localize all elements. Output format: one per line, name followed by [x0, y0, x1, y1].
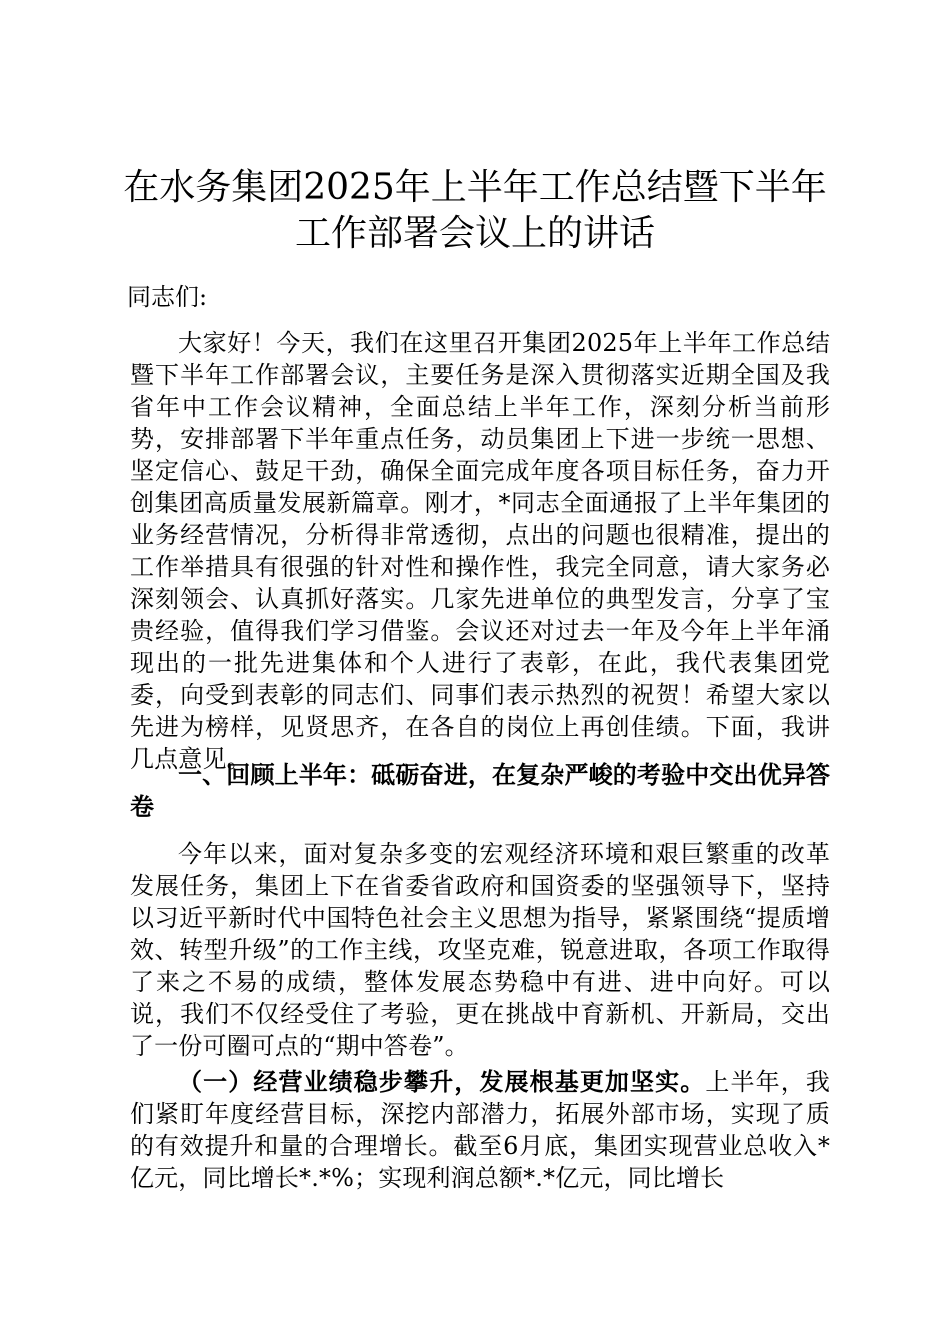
document-title-line-1: 在水务集团2025年上半年工作总结暨下半年 [123, 167, 827, 208]
greeting: 同志们: [127, 283, 208, 311]
paragraph-lead: （一）经营业绩稳步攀升，发展根基更加坚实。 [178, 1067, 706, 1096]
section-heading-1: 一、回顾上半年：砥砺奋进，在复杂严峻的考验中交出优异答卷 [130, 760, 830, 821]
paragraph-performance [130, 1066, 830, 1194]
paragraph-review: 今年以来，面对复杂多变的宏观经济环境和艰巨繁重的改革发展任务，集团上下在省委省政府和国资委的坚强领导下，坚持以习近平新时代中国特色社会主义思想为指导，紧紧围绕“提质增效、转型升级”的工作主线，攻坚克难，锐意进取，各项工作取得了来之不易的成绩，整体发展态势稳中有进、进中向好。可以说，我们不仅经受住了考验，更在挑战中育新机、开新局，交出了一份可圈可点的“期中答卷”。 [130, 840, 830, 1060]
document-title-line-2: 工作部署会议上的讲话 [294, 213, 655, 254]
paragraph-intro: 大家好！今天，我们在这里召开集团2025年上半年工作总结暨下半年工作部署会议，主要任务是深入贯彻落实近期全国及我省年中工作会议精神，全面总结上半年工作，深刻分析当前形势，安排部署下半年重点任务，动员集团上下进一步统一思想、坚定信心、鼓足干劲，确保全面完成年度各项目标任务，奋力开创集团高质量发展新篇章。刚才，*同志全面通报了上半年集团的业务经营情况，分析得非常透彻，点出的问题也很精准，提出的工作举措具有很强的针对性和操作性，我完全同意，请大家务必深刻领会、认真抓好落实。几家先进单位的典型发言，分享了宝贵经验，值得我们学习借鉴。会议还对过去一年及今年上半年涌现出的一批先进集体和个人进行了表彰，在此，我代表集团党委，向受到表彰的同志们、同事们表示热烈的祝贺！希望大家以先进为榜样，见贤思齐，在各自的岗位上再创佳绩。下面，我讲几点意见。 [130, 329, 830, 773]
paragraph-body: 上半年，我们紧盯年度经营目标，深挖内部潜力，拓展外部市场，实现了质的有效提升和量的合理增长。截至6月底，集团实现营业总收入*亿元，同比增长*.*%；实现利润总额*.*亿元，同比增长 [130, 1068, 830, 1192]
